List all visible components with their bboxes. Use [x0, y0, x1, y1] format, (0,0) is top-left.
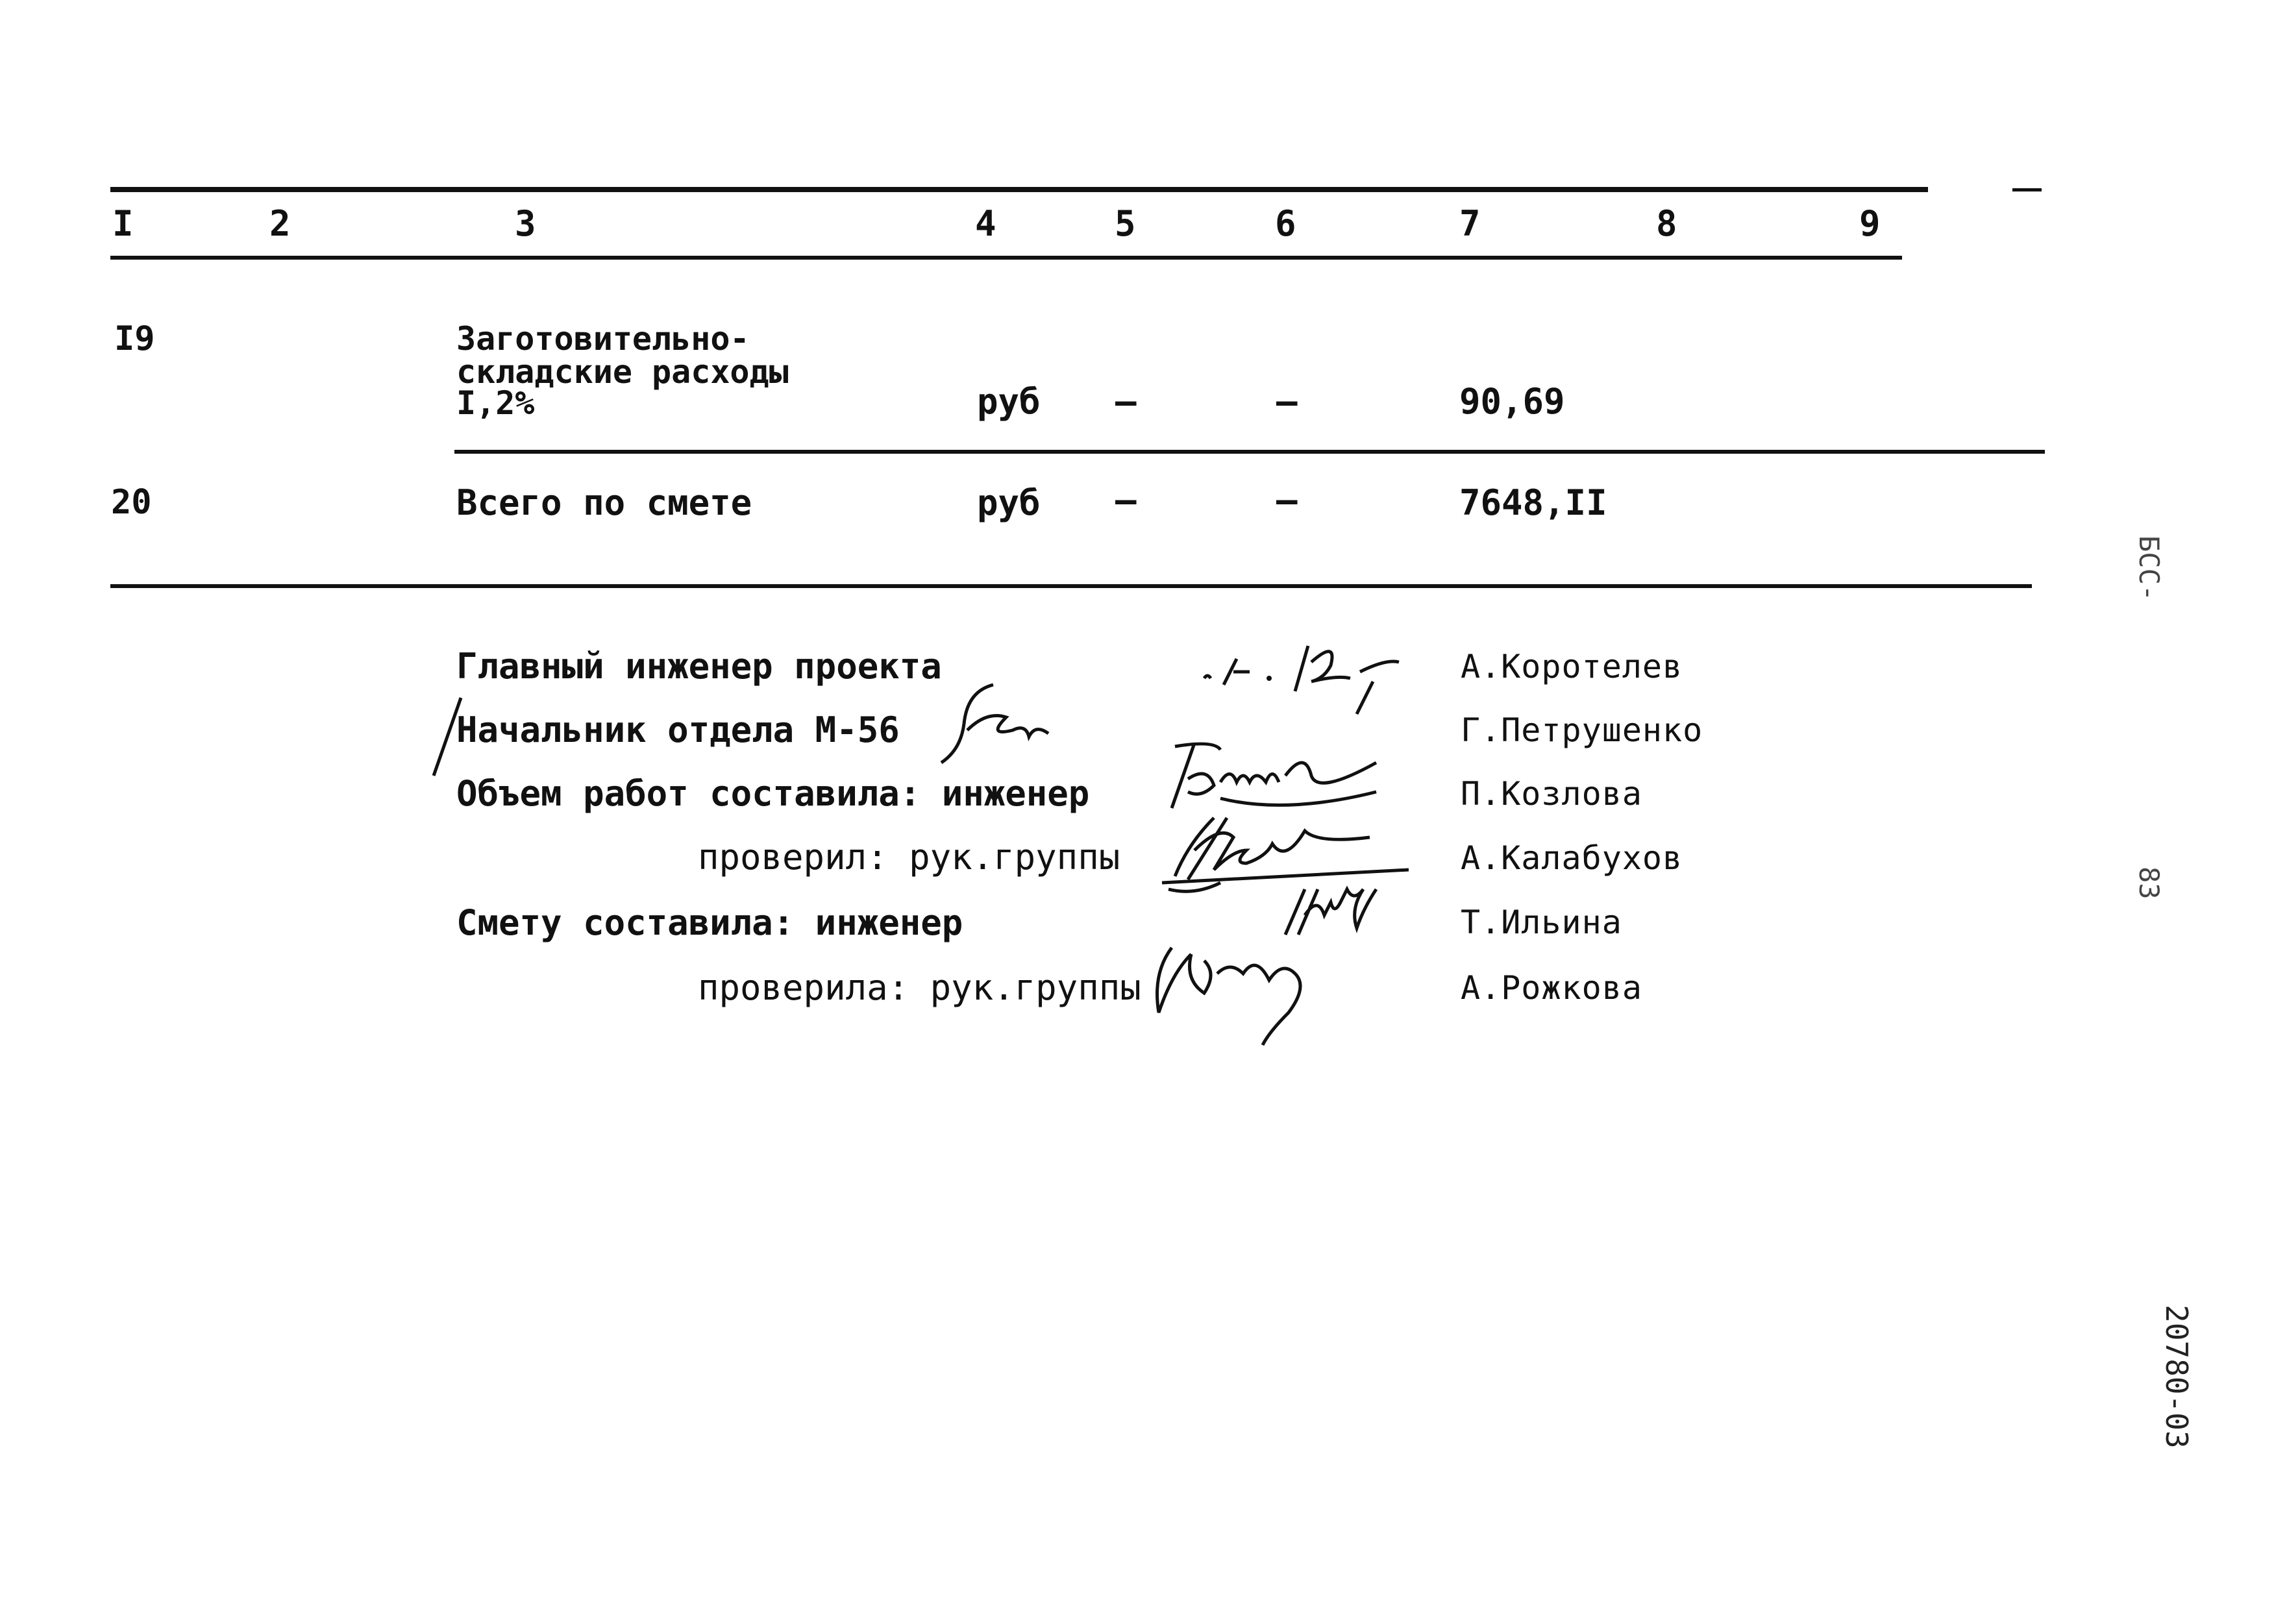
row-number: I9: [114, 319, 155, 358]
row-description-line: Заготовительно-: [456, 320, 750, 358]
row-total-value: 7648,II: [1459, 482, 1607, 523]
row-col5: –: [1115, 480, 1137, 521]
row-col6: –: [1276, 381, 1298, 422]
margin-note: БСС-: [2133, 535, 2165, 602]
column-header-5: 5: [1115, 203, 1136, 244]
handwritten-signature: [935, 678, 1058, 769]
handwritten-signature: [1198, 633, 1444, 717]
row-number: 20: [111, 483, 152, 522]
header-bottom-rule: [110, 256, 1902, 260]
signatory-name: Г.Петрушенко: [1461, 711, 1703, 749]
column-header-1: I: [112, 203, 134, 244]
column-header-9: 9: [1859, 203, 1881, 244]
table-bottom-rule: [110, 584, 2032, 588]
table-top-rule-short: [2012, 188, 2042, 191]
row-description-line: I,2%: [456, 384, 535, 422]
signature-role: Смету составила: инженер: [456, 902, 963, 943]
signature-role: Начальник отдела М-56: [456, 709, 900, 750]
margin-note: 83: [2133, 867, 2165, 900]
column-header-8: 8: [1656, 203, 1677, 244]
margin-note: 20780-03: [2159, 1305, 2194, 1449]
pen-mark: [428, 695, 467, 779]
row-col6: –: [1276, 480, 1298, 521]
row-unit: руб: [977, 381, 1041, 422]
column-header-6: 6: [1275, 203, 1296, 244]
column-header-7: 7: [1459, 203, 1481, 244]
signature-role: проверила: рук.группы: [698, 967, 1141, 1008]
column-header-4: 4: [975, 203, 996, 244]
table-top-rule: [110, 187, 1928, 192]
column-header-2: 2: [269, 203, 291, 244]
signatory-name: Т.Ильина: [1461, 904, 1622, 941]
handwritten-signature: [1146, 928, 1360, 1045]
signature-role: проверил: рук.группы: [698, 837, 1120, 878]
row-total-value: 90,69: [1459, 381, 1565, 422]
column-header-3: 3: [515, 203, 536, 244]
row-separator-rule: [454, 450, 2045, 454]
row-description-line: складские расходы: [456, 353, 789, 391]
signature-role: Главный инженер проекта: [456, 646, 942, 687]
row-description-line: Всего по смете: [456, 482, 752, 523]
signatory-name: А.Коротелев: [1461, 648, 1683, 685]
signatory-name: А.Калабухов: [1461, 839, 1683, 877]
signatory-name: А.Рожкова: [1461, 969, 1642, 1007]
signatory-name: П.Козлова: [1461, 775, 1642, 813]
signature-role: Объем работ составила: инженер: [456, 773, 1090, 814]
row-col5: –: [1115, 381, 1137, 422]
row-unit: руб: [977, 482, 1041, 523]
